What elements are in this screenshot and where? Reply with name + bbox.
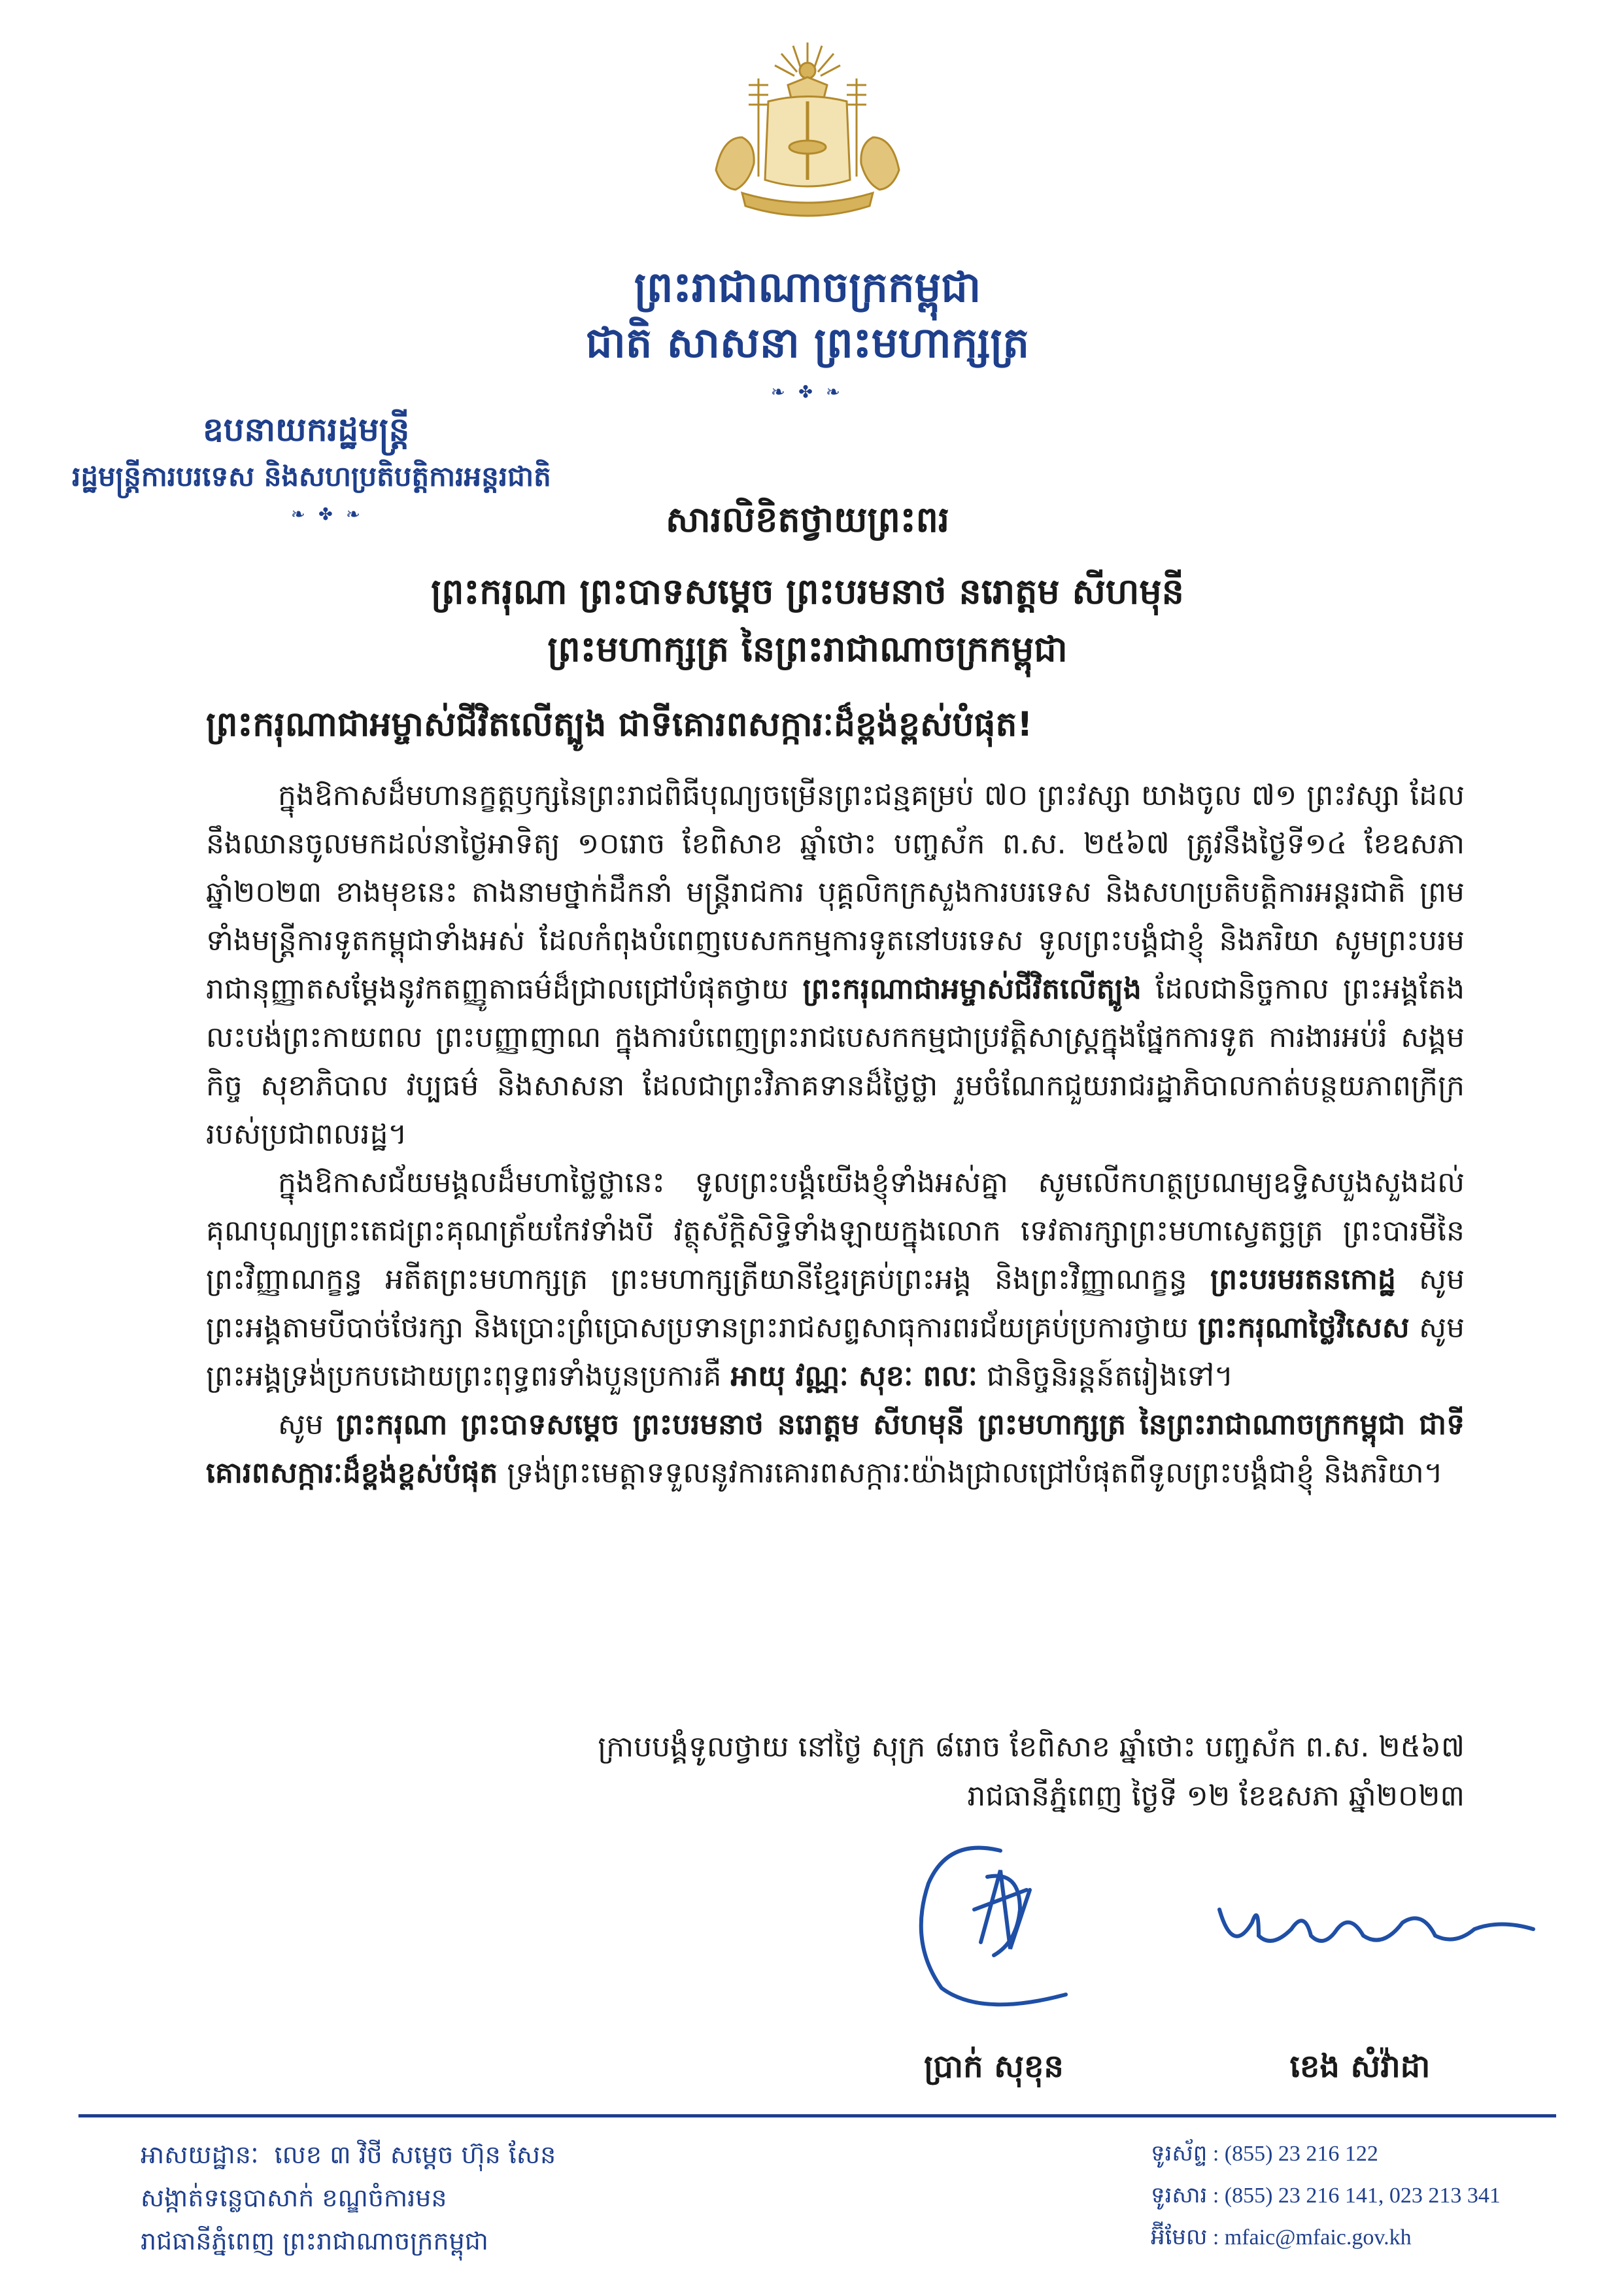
national-motto: ជាតិ សាសនា ព្រះមហាក្សត្រ bbox=[585, 319, 1030, 368]
address-street: លេខ ៣ វិថី សម្តេច ហ៊ុន សែន bbox=[274, 2140, 556, 2169]
paragraph-2-text-b: សូមព្រះអង្គតាមបីបាច់ថែរក្សា និងប្រោះព្រំប្រោសប្រទានព្រះរាជសព្ទសាធុការពរជ័យគ្រប់ប្រការថ្វាយ bbox=[206, 1263, 1465, 1345]
royal-coat-of-arms-emblem bbox=[703, 39, 912, 229]
salutation: ព្រះករុណាជាអម្ចាស់ជីវិតលើត្បូង ជាទីគោរពសក្ការៈដ៏ខ្ពង់ខ្ពស់បំផុត! bbox=[206, 705, 1033, 744]
footer-email bbox=[1151, 2217, 1501, 2259]
paragraph-2-text-c: សូមព្រះអង្គទ្រង់ប្រកបដោយព្រះពុទ្ធពរទាំងបួនប្រការគឺ bbox=[206, 1311, 1465, 1393]
solar-date-line: រាជធានីភ្នំពេញ ថ្ងៃទី ១២ ខែឧសភា ឆ្នាំ២០២៣ bbox=[967, 1779, 1465, 1813]
paragraph-2-bold-3: អាយុ វណ្ណៈ សុខៈ ពលៈ bbox=[730, 1360, 978, 1393]
office-ornament-divider: ❧ ✤ ❧ bbox=[291, 505, 364, 524]
paragraph-2-text-a: ក្នុងឱកាសជ័យមង្គលដ៏មហាថ្លៃថ្លានេះ ទូលព្រះបង្គំយើងខ្ញុំទាំងអស់គ្នា សូមលើកហត្ថប្រណម្យឧទ្ទិសបួងសួងដល់គុណបុណ្យព្រះតេជព្រះគុណត្រ័យកែវទាំងបី វត្ថុស័ក្តិសិទ្ធិទាំងឡាយក្នុងលោក ទេវតារក្សាព្រះមហាស្វេតច្ឆត្រ ព្រះបារមីនៃព្រះវិញ្ញាណក្ខន្ធ អតីតព្រះមហាក្សត្រ ព្រះមហាក្សត្រីយានីខ្មែរគ្រប់ព្រះអង្គ និងព្រះវិញ្ញាណក្ខន្ធ bbox=[206, 1166, 1465, 1296]
paragraph-1-text-a: ក្នុងឱកាសដ៏មហានក្ខត្តឫក្សនៃព្រះរាជពិធីបុណ្យចម្រើនព្រះជន្មគម្រប់ ៧០ ព្រះវស្សា យាងចូល ៧១ ព្រះវស្សា ដែលនឹងឈានចូលមកដល់នាថ្ងៃអាទិត្យ ១០រោច ខែពិសាខ ឆ្នាំថោះ បញ្ចស័ក ព.ស. ២៥៦៧ ត្រូវនឹងថ្ងៃទី១៤ ខែឧសភា ឆ្នាំ២០២៣ ខាងមុខនេះ តាងនាមថ្នាក់ដឹកនាំ មន្ត្រីរាជការ បុគ្គលិកក្រសួងការបរទេស និងសហប្រតិបត្តិការអន្តរជាតិ ព្រមទាំងមន្ត្រីការទូតកម្ពុជាទាំងអស់ ដែលកំពុងបំពេញបេសកកម្មការទូតនៅបរទេស ទូលព្រះបង្គំជាខ្ញុំ និងភរិយា សូមព្រះបរមរាជានុញ្ញាតសម្តែងនូវកតញ្ញូតាធម៌ដ៏ជ្រាលជ្រៅបំផុតថ្វាយ bbox=[206, 779, 1465, 1006]
lunar-date-line: ក្រាបបង្គំទូលថ្វាយ នៅថ្ងៃ សុក្រ ៨រោច ខែពិសាខ ឆ្នាំថោះ បញ្ចស័ក ព.ស. ២៥៦៧ bbox=[598, 1730, 1465, 1764]
footer-contacts bbox=[1151, 2133, 1501, 2259]
phone-number: : (855) 23 216 122 bbox=[1212, 2142, 1378, 2166]
addressee-title: ព្រះមហាក្សត្រ នៃព្រះរាជាណាចក្រកម្ពុជា bbox=[547, 628, 1068, 670]
letter-title: សារលិខិតថ្វាយព្រះពរ bbox=[665, 499, 949, 540]
fax-number: : (855) 23 216 141, 023 213 341 bbox=[1212, 2184, 1501, 2208]
letter-body bbox=[206, 772, 1465, 1498]
paragraph-1-text-b: ដែលជានិច្ចកាល ព្រះអង្គតែងលះបង់ព្រះកាយពល ព្រះបញ្ញាញាណ ក្នុងការបំពេញព្រះរាជបេសកកម្មជាប្រវត្តិសាស្ត្រក្នុងផ្នែកការទូត ការងារអប់រំ សង្គមកិច្ច សុខាភិបាល វប្បធម៌ និងសាសនា ដែលជាព្រះវិភាគទានដ៏ថ្លៃថ្លា រួមចំណែកជួយរាជរដ្ឋាភិបាលកាត់បន្ថយភាពក្រីក្ររបស់ប្រជាពលរដ្ឋ។ bbox=[206, 972, 1465, 1151]
ministry-title: រដ្ឋមន្ត្រីការបរទេស និងសហប្រតិបត្តិការអន្តរជាតិ bbox=[72, 460, 551, 492]
office-title: ឧបនាយករដ្ឋមន្ត្រី bbox=[203, 411, 410, 449]
paragraph-1-bold: ព្រះករុណាជាអម្ចាស់ជីវិតលើត្បូង bbox=[802, 972, 1142, 1006]
kingdom-name: ព្រះរាជាណាចក្រកម្ពុជា bbox=[634, 264, 981, 312]
signatory-left-name: ប្រាក់ សុខុន bbox=[924, 2048, 1064, 2085]
signatory-right-name: ខេង សំវ៉ាដា bbox=[1289, 2048, 1431, 2085]
footer-address bbox=[141, 2133, 556, 2263]
paragraph-2-bold-2: ព្រះករុណាថ្លៃវិសេស bbox=[1198, 1311, 1410, 1345]
paragraph-3-text-b: ទ្រង់ព្រះមេត្តាទទួលនូវការគោរពសក្ការៈយ៉ាងជ្រាលជ្រៅបំផុតពីទូលព្រះបង្គំជាខ្ញុំ និងភរិយា។ bbox=[498, 1456, 1443, 1490]
footer-address-line-2: សង្កាត់ទន្លេបាសាក់ ខណ្ឌចំការមន bbox=[141, 2184, 447, 2212]
fax-label: ទូរសារ bbox=[1151, 2184, 1208, 2208]
footer-phone bbox=[1151, 2133, 1501, 2175]
paragraph-1 bbox=[206, 772, 1465, 1159]
footer-address-line-1 bbox=[141, 2133, 556, 2176]
paragraph-2-text-d: ជានិច្ចនិរន្តន៍តរៀងទៅ។ bbox=[977, 1360, 1234, 1393]
paragraph-2 bbox=[206, 1159, 1465, 1401]
signature-left-image bbox=[870, 1831, 1092, 2021]
footer-divider bbox=[78, 2114, 1556, 2117]
email-label: អ៊ីមែល bbox=[1151, 2225, 1208, 2250]
paragraph-3-bold: ព្រះករុណា ព្រះបាទសម្តេច ព្រះបរមនាថ នរោត្តម សីហមុនី ព្រះមហាក្សត្រ នៃព្រះរាជាណាចក្រកម្ពុជា ជាទីគោរពសក្ការៈដ៏ខ្ពង់ខ្ពស់បំផុត bbox=[206, 1408, 1465, 1490]
footer-address-line-3: រាជធានីភ្នំពេញ ព្រះរាជាណាចក្រកម្ពុជា bbox=[141, 2227, 488, 2255]
addressee-name: ព្រះករុណា ព្រះបាទសម្តេច ព្រះបរមនាថ នរោត្តម សីហមុនី bbox=[431, 571, 1184, 612]
paragraph-3-text-a: សូម bbox=[278, 1408, 337, 1441]
footer-fax bbox=[1151, 2175, 1501, 2217]
email-address[interactable]: : mfaic@mfaic.gov.kh bbox=[1212, 2225, 1412, 2250]
paragraph-2-bold-1: ព្រះបរមរតនកោដ្ឋ bbox=[1210, 1263, 1396, 1296]
signature-right-image bbox=[1213, 1883, 1540, 1975]
paragraph-3 bbox=[206, 1401, 1465, 1498]
phone-label: ទូរស័ព្ទ bbox=[1151, 2142, 1208, 2166]
header-ornament-divider: ❧ ✤ ❧ bbox=[771, 383, 844, 402]
address-label: អាសយដ្ឋានៈ bbox=[141, 2140, 259, 2169]
